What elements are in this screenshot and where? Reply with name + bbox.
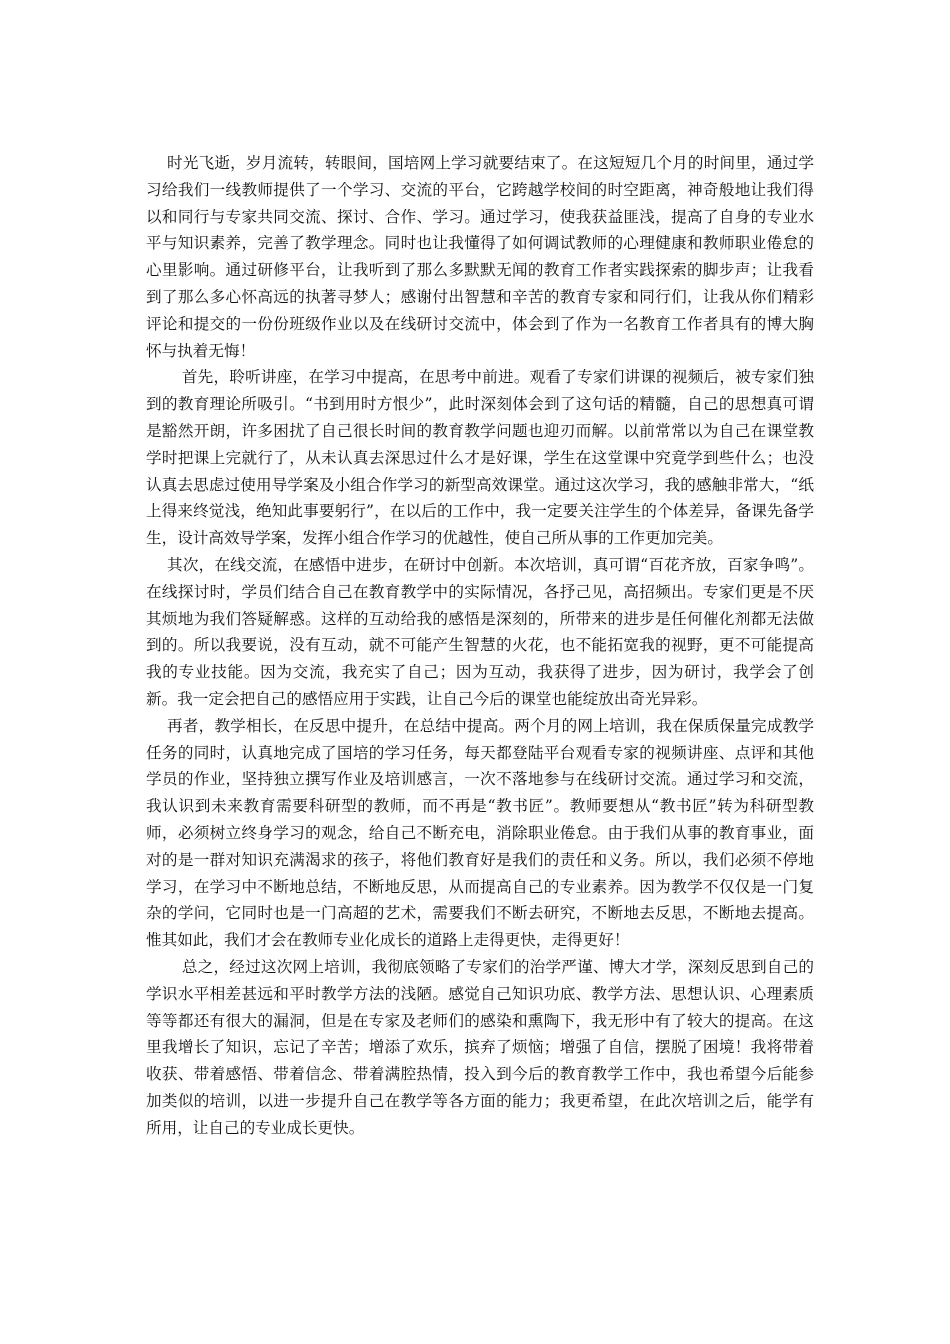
paragraph-first: 首先，聆听讲座，在学习中提高，在思考中前进。观看了专家们讲课的视频后，被专家们独到的教育理论所吸引。“书到用时方恨少”，此时深刻体会到了这句话的精髓，自己的思想真可谓是豁然开朗，许多困扰了自己很长时间的教育教学问题也迎刃而解。以前常常以为自己在课堂教学时把课上完就行了，从未认真去深思过什么才是好课，学生在这堂课中究竟学到些什么；也没认真去思虑过使用导学案及小组合作学习的新型高效课堂。通过这次学习，我的感触非常大，“纸上得来终觉浅，绝知此事要躬行”，在以后的工作中，我一定要关注学生的个体差异，备课先备学生，设计高效导学案，发挥小组合作学习的优越性，使自己所从事的工作更加完美。 [146,368,814,548]
paragraph-third: 再者，教学相长，在反思中提升，在总结中提高。两个月的网上培训，我在保质保量完成教学任务的同时，认真地完成了国培的学习任务，每天都登陆平台观看专家的视频讲座、点评和其他学员的作业，坚持独立撰写作业及培训感言，一次不落地参与在线研讨交流。通过学习和交流，我认识到未来教育需要科研型的教师，而不再是“教书匠”。教师要想从“教书匠”转为科研型教师，必须树立终身学习的观念，给自己不断充电，消除职业倦怠。由于我们从事的教育事业，面对的是一群对知识充满渴求的孩子，将他们教育好是我们的责任和义务。所以，我们必须不停地学习，在学习中不断地总结，不断地反思，从而提高自己的专业素养。因为教学不仅仅是一门复杂的学问，它同时也是一门高超的艺术，需要我们不断去研究，不断地去反思，不断地去提高。惟其如此，我们才会在教师专业化成长的道路上走得更快，走得更好！ [146,716,814,950]
paragraph-intro: 时光飞逝，岁月流转，转眼间，国培网上学习就要结束了。在这短短几个月的时间里，通过学习给我们一线教师提供了一个学习、交流的平台，它跨越学校间的时空距离，神奇般地让我们得以和同行与专家共同交流、探讨、合作、学习。通过学习，使我获益匪浅，提高了自身的专业水平与知识素养，完善了教学理念。同时也让我懂得了如何调试教师的心理健康和教师职业倦怠的心里影响。通过研修平台，让我听到了那么多默默无闻的教育工作者实践探索的脚步声；让我看到了那么多心怀高远的执著寻梦人；感谢付出智慧和辛苦的教育专家和同行们，让我从你们精彩评论和提交的一份份班级作业以及在线研讨交流中，体会到了作为一名教育工作者具有的博大胸怀与执着无悔！ [146,154,814,360]
paragraph-second: 其次，在线交流，在感悟中进步，在研讨中创新。本次培训，真可谓“百花齐放，百家争鸣”。在线探讨时，学员们结合自己在教育教学中的实际情况，各抒己见，高招频出。专家们更是不厌其烦地为我们答疑解惑。这样的互动给我的感悟是深刻的，所带来的进步是任何催化剂都无法做到的。所以我要说，没有互动，就不可能产生智慧的火花，也不能拓宽我的视野，更不可能提高我的专业技能。因为交流，我充实了自己；因为互动，我获得了进步，因为研讨，我学会了创新。我一定会把自己的感悟应用于实践，让自己今后的课堂也能绽放出奇光异彩。 [146,555,814,708]
document-body [146,150,814,1141]
paragraph-conclusion: 总之，经过这次网上培训，我彻底领略了专家们的治学严谨、博大才学，深刻反思到自己的学识水平相差甚远和平时教学方法的浅陋。感觉自己知识功底、教学方法、思想认识、心理素质等等都还有很大的漏洞，但是在专家及老师们的感染和熏陶下，我无形中有了较大的提高。在这里我增长了知识，忘记了辛苦；增添了欢乐，摈弃了烦恼；增强了自信，摆脱了困境！我将带着收获、带着感悟、带着信念、带着满腔热情，投入到今后的教育教学工作中，我也希望今后能参加类似的培训，以进一步提升自己在教学等各方面的能力；我更希望，在此次培训之后，能学有所用，让自己的专业成长更快。 [146,957,814,1137]
